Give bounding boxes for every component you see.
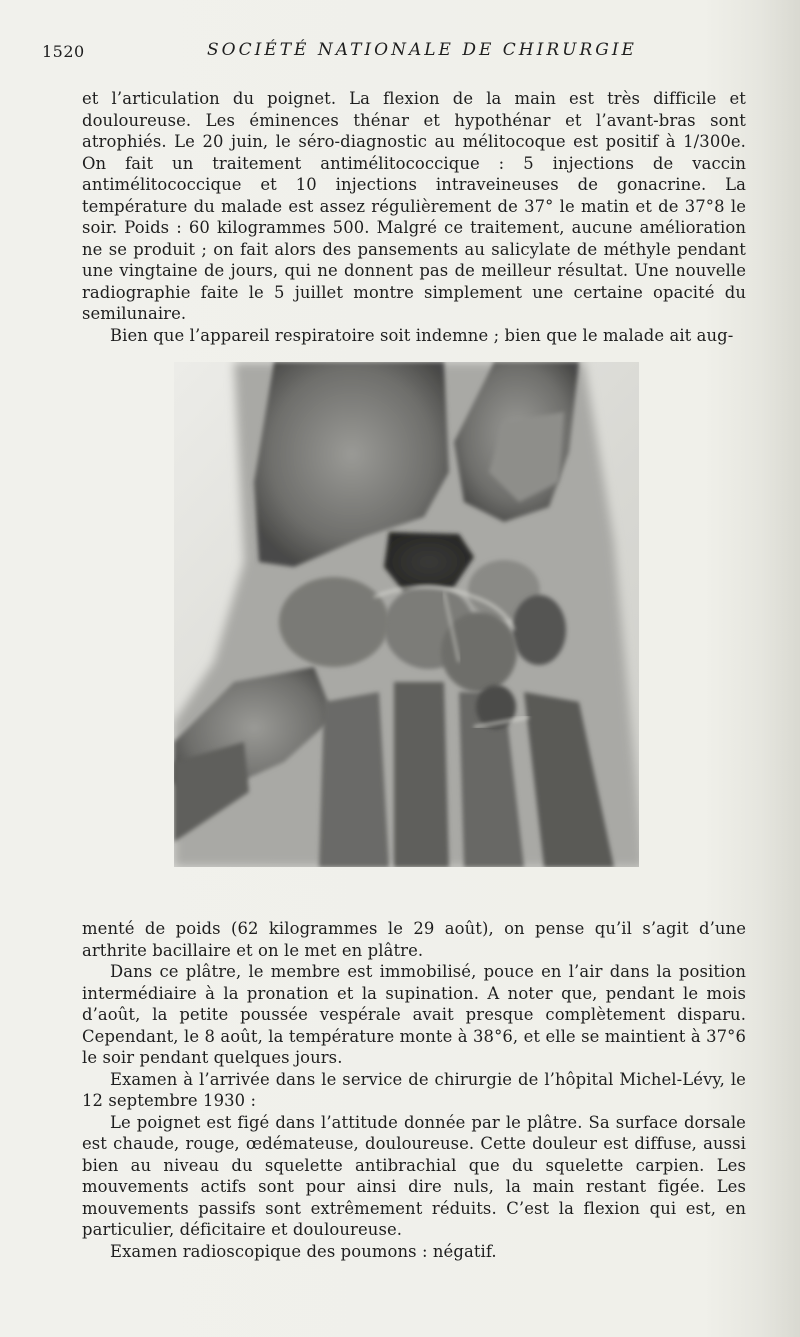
page-number: 1520 bbox=[42, 42, 85, 61]
paragraph: Bien que l’appareil respiratoire soit indemne ; bien que le malade ait aug- bbox=[110, 325, 734, 345]
text-block-top bbox=[82, 88, 746, 346]
paragraph: Examen radioscopique des poumons : négatif. bbox=[110, 1241, 497, 1261]
paragraph: Examen à l’arrivée dans le service de chirurgie de l’hôpital Michel-Lévy, le 12 septembre 1930 : bbox=[82, 1069, 746, 1110]
running-title: SOCIÉTÉ NATIONALE DE CHIRURGIE bbox=[207, 40, 637, 60]
text-block-bottom bbox=[82, 918, 746, 1262]
paragraph: menté de poids (62 kilogrammes le 29 août), on pense qu’il s’agit d’une arthrite bacillaire et on le met en plâtre. bbox=[82, 919, 746, 960]
page-header bbox=[42, 40, 742, 68]
paragraph: et l’articulation du poignet. La flexion de la main est très difficile et douloureuse. Les éminences thénar et hypothénar et l’avant-bras sont atrophiés. Le 20 juin, le séro-diagnostic au mélitocoque est positif à 1/300e. On fait un traitement antimélitococcique : 5 injections de vaccin antimélitococcique et 10 injections intraveineuses de gonacrine. La température du malade est assez régulièrement de 37° le matin et de 37°8 le soir. Poids : 60 kilogrammes 500. Malgré ce traitement, aucune amélioration ne se produit ; on fait alors des pansements au salicylate de méthyle pendant une vingtaine de jours, qui ne donnent pas de meilleur résultat. Une nouvelle radiographie faite le 5 juillet montre simplement une certaine opacité du semilunaire. bbox=[82, 89, 746, 323]
paragraph: Le poignet est figé dans l’attitude donnée par le plâtre. Sa surface dorsale est chaude, rouge, œdémateuse, douloureuse. Cette douleur est diffuse, aussi bien au niveau du squelette antibrachial que du squelette carpien. Les mouvements actifs sont pour ainsi dire nuls, la main restant figée. Les mouvements passifs sont extrêmement réduits. C’est la flexion qui est, en particulier, déficitaire et douloureuse. bbox=[82, 1112, 746, 1239]
wrist-radiograph-image bbox=[174, 362, 639, 867]
paragraph: Dans ce plâtre, le membre est immobilisé, pouce en l’air dans la position intermédiaire à la pronation et la supination. A noter que, pendant le mois d’août, la petite poussée vespérale avait presque complètement disparu. Cependant, le 8 août, la température monte à 38°6, et elle se maintient à 37°6 le soir pendant quelques jours. bbox=[82, 962, 746, 1067]
